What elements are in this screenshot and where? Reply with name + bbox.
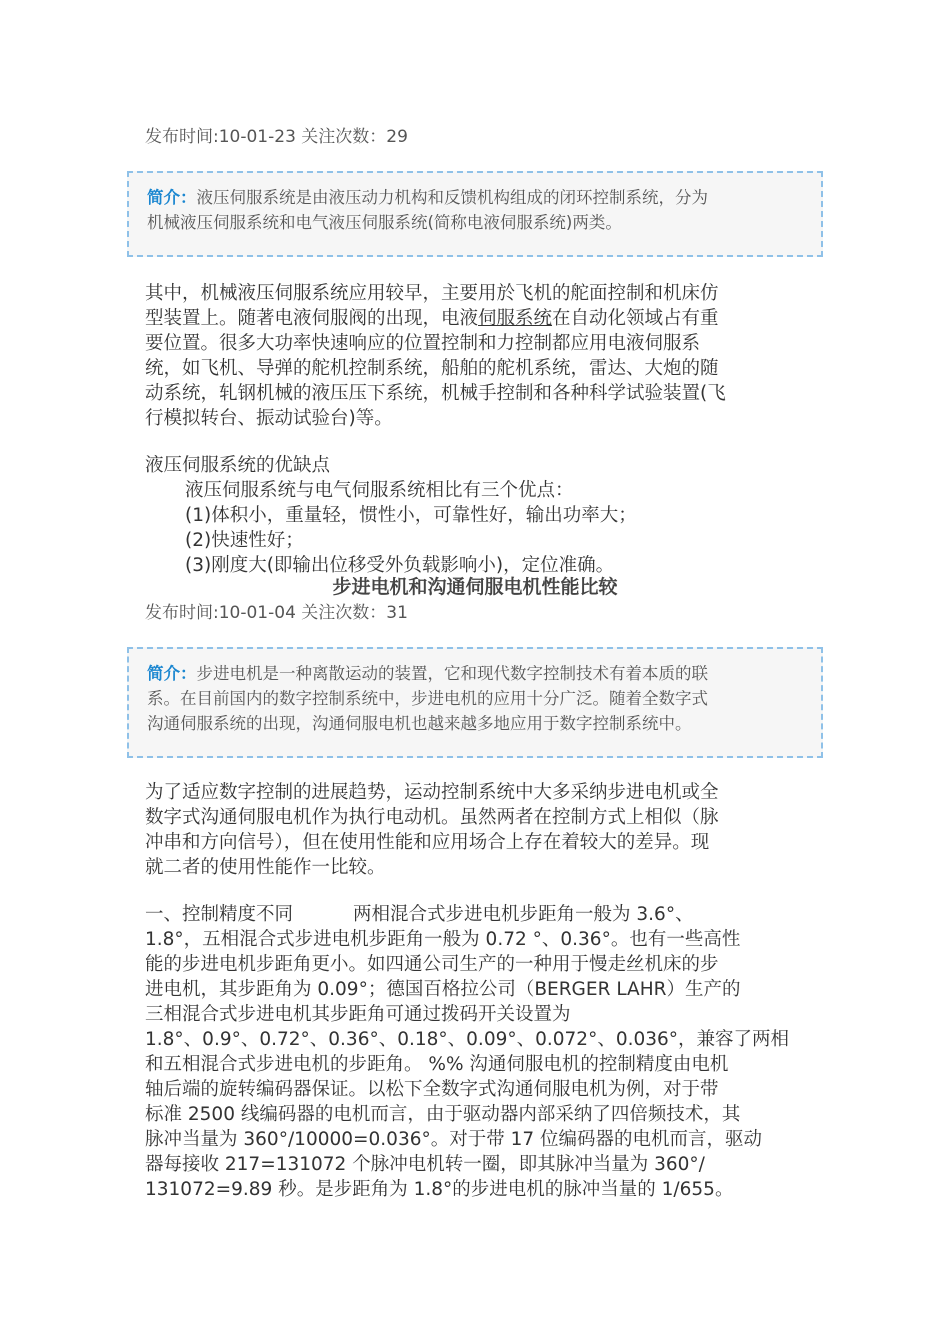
advantages-heading: 液压伺服系统的优缺点 (145, 455, 331, 476)
section-heading: 一、控制精度不同 (145, 904, 294, 925)
publish-meta-2: 发布时间:10-01-04 关注次数：31 (145, 603, 408, 623)
body-line: 动系统，轧钢机械的液压压下系统，机械手控制和各种科学试验装置(飞 (145, 383, 726, 404)
advantages-section (145, 453, 805, 578)
body-line: 131072=9.89 秒。是步距角为 1.8°的步进电机的脉冲当量的 1/655。 (145, 1179, 734, 1200)
article1-body (145, 281, 805, 431)
body-line: 为了适应数字控制的进展趋势，运动控制系统中大多采纳步进电机或全 (145, 782, 719, 803)
intro-label: 简介： (147, 664, 197, 683)
body-line: 和五相混合式步进电机的步距角。 %% 沟通伺服电机的控制精度由电机 (145, 1054, 729, 1075)
publish-meta-1: 发布时间:10-01-23 关注次数：29 (145, 127, 408, 147)
body-line: 要位置。很多大功率快速响应的位置控制和力控制都应用电液伺服系 (145, 333, 701, 354)
intro-text-line: 步进电机是一种离散运动的装置，它和现代数字控制技术有着本质的联 (196, 664, 708, 683)
body-line: 三相混合式步进电机其步距角可通过拨码开关设置为 (145, 1004, 571, 1025)
body-line: 器每接收 217=131072 个脉冲电机转一圈，即其脉冲当量为 360°/ (145, 1154, 705, 1175)
body-text: 在自动化领域占有重 (552, 308, 719, 329)
body-line: 统，如飞机、导弹的舵机控制系统，船舶的舵机系统，雷达、大炮的随 (145, 358, 719, 379)
section-control-precision (145, 902, 805, 1202)
body-line: 能的步进电机步距角更小。如四通公司生产的一种用于慢走丝机床的步 (145, 954, 719, 975)
body-line: 就二者的使用性能作一比较。 (145, 857, 386, 878)
intro-label: 简介： (147, 188, 197, 207)
body-text: 型装置上。随著电液伺服阀的出现，电液 (145, 308, 479, 329)
intro-box-2 (127, 647, 823, 758)
advantages-intro: 液压伺服系统与电气伺服系统相比有三个优点： (185, 480, 574, 501)
intro-box-1 (127, 171, 823, 257)
advantage-item: (3)刚度大(即输出位移受外负载影响小)，定位准确。 (185, 555, 615, 576)
body-line: 行模拟转台、振动试验台)等。 (145, 408, 393, 429)
body-line (145, 902, 805, 927)
article-title: 步进电机和沟通伺服电机性能比较 (332, 576, 618, 598)
body-text: 两相混合式步进电机步距角一般为 3.6°、 (353, 904, 694, 925)
body-line: 冲串和方向信号），但在使用性能和应用场合上存在着较大的差异。现 (145, 832, 710, 853)
advantage-item: (1)体积小，重量轻，惯性小，可靠性好，输出功率大； (185, 505, 637, 526)
intro-text-line: 系。在目前国内的数字控制系统中，步进电机的应用十分广泛。随着全数字式 (147, 689, 708, 708)
intro-text-line: 机械液压伺服系统和电气液压伺服系统(简称电液伺服系统)两类。 (147, 213, 622, 232)
intro-text-line: 液压伺服系统是由液压动力机构和反馈机构组成的闭环控制系统，分为 (196, 188, 708, 207)
body-line: 轴后端的旋转编码器保证。以松下全数字式沟通伺服电机为例，对于带 (145, 1079, 719, 1100)
servo-system-link[interactable]: 伺服系统 (478, 308, 553, 329)
intro-text-line: 沟通伺服系统的出现，沟通伺服电机也越来越多地应用于数字控制系统中。 (147, 714, 692, 733)
article2-para1 (145, 780, 805, 880)
body-line: 标准 2500 线编码器的电机而言，由于驱动器内部采纳了四倍频技术，其 (145, 1104, 741, 1125)
advantage-item: (2)快速性好； (185, 530, 304, 551)
body-line: 数字式沟通伺服电机作为执行电动机。虽然两者在控制方式上相似（脉 (145, 807, 719, 828)
body-line: 进电机，其步距角为 0.09°；德国百格拉公司（BERGER LAHR）生产的 (145, 979, 741, 1000)
body-line (145, 306, 805, 331)
body-line: 1.8°、0.9°、0.72°、0.36°、0.18°、0.09°、0.072°、0.036°，兼容了两相 (145, 1029, 790, 1050)
body-line: 脉冲当量为 360°/10000=0.036°。对于带 17 位编码器的电机而言，驱动 (145, 1129, 763, 1150)
body-line: 其中，机械液压伺服系统应用较早，主要用於飞机的舵面控制和机床仿 (145, 283, 719, 304)
body-line: 1.8°，五相混合式步进电机步距角一般为 0.72 °、0.36°。也有一些高性 (145, 929, 741, 950)
